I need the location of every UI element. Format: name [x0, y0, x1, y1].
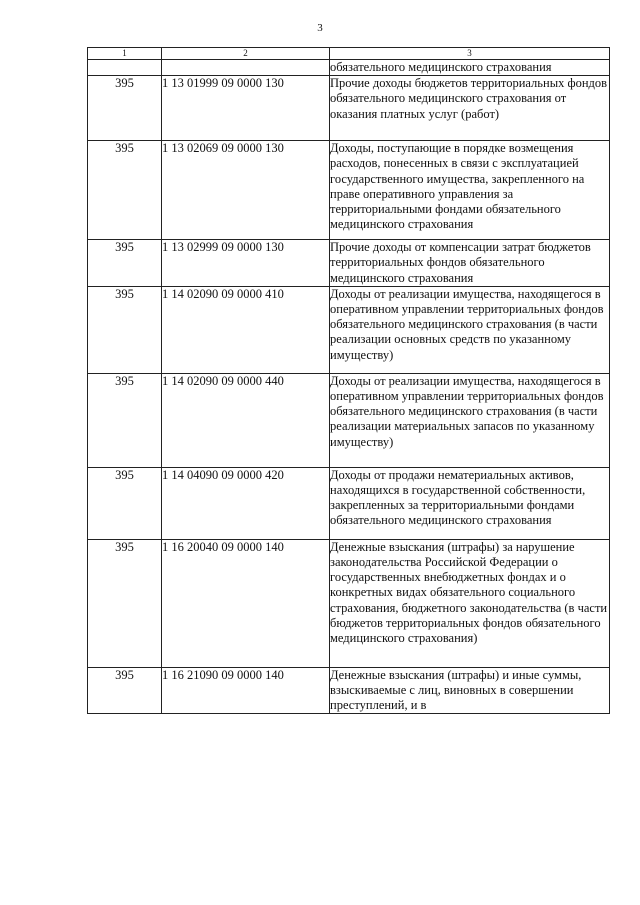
description-cell: обязательного медицинского страхования	[330, 60, 610, 76]
table-row-continuation	[88, 60, 610, 76]
description-cell: Денежные взыскания (штрафы) и иные суммы, взыскиваемые с лиц, виновных в совершении преступлений, и в	[330, 667, 610, 714]
table-row	[88, 76, 610, 141]
admin-code-cell	[88, 60, 162, 76]
description-cell: Прочие доходы бюджетов территориальных фондов обязательного медицинского страхования от оказания платных услуг (работ)	[330, 76, 610, 141]
column-header-3: 3	[330, 48, 610, 60]
admin-code-cell: 395	[88, 467, 162, 539]
admin-code-cell: 395	[88, 539, 162, 667]
page-number: 3	[317, 22, 323, 34]
admin-code-cell: 395	[88, 286, 162, 373]
table-row	[88, 141, 610, 240]
table-row	[88, 667, 610, 714]
description-cell: Прочие доходы от компенсации затрат бюджетов территориальных фондов обязательного медицинского страхования	[330, 240, 610, 287]
table-row	[88, 373, 610, 467]
column-header-2: 2	[162, 48, 330, 60]
budget-code-cell: 1 14 02090 09 0000 410	[162, 286, 330, 373]
budget-code-cell: 1 13 01999 09 0000 130	[162, 76, 330, 141]
description-cell: Доходы, поступающие в порядке возмещения расходов, понесенных в связи с эксплуатацией государственного имущества, закрепленного на праве оперативного управления за территориальными фондами обязательного медицинского страхования	[330, 141, 610, 240]
table-row	[88, 539, 610, 667]
budget-code-cell: 1 16 20040 09 0000 140	[162, 539, 330, 667]
table-header-row	[88, 48, 610, 60]
table-row	[88, 240, 610, 287]
admin-code-cell: 395	[88, 141, 162, 240]
description-cell: Доходы от реализации имущества, находящегося в оперативном управлении территориальных фондов обязательного медицинского страхования (в части реализации основных средств по указанному имуществу)	[330, 286, 610, 373]
budget-code-cell: 1 14 02090 09 0000 440	[162, 373, 330, 467]
admin-code-cell: 395	[88, 240, 162, 287]
budget-code-cell: 1 13 02069 09 0000 130	[162, 141, 330, 240]
description-cell: Доходы от продажи нематериальных активов, находящихся в государственной собственности, закрепленных за территориальными фондами обязательного медицинского страхования	[330, 467, 610, 539]
budget-code-cell: 1 14 04090 09 0000 420	[162, 467, 330, 539]
column-header-1: 1	[88, 48, 162, 60]
budget-code-cell: 1 13 02999 09 0000 130	[162, 240, 330, 287]
description-cell: Денежные взыскания (штрафы) за нарушение законодательства Российской Федерации о государственных внебюджетных фондах и о конкретных видах обязательного социального страхования, бюджетного законодательства (в части бюджетов территориальных фондов обязательного медицинского страхования)	[330, 539, 610, 667]
table-row	[88, 286, 610, 373]
budget-code-cell	[162, 60, 330, 76]
admin-code-cell: 395	[88, 373, 162, 467]
table-row	[88, 467, 610, 539]
revenue-classification-table	[87, 47, 610, 714]
admin-code-cell: 395	[88, 76, 162, 141]
description-cell: Доходы от реализации имущества, находящегося в оперативном управлении территориальных фондов обязательного медицинского страхования (в части реализации материальных запасов по указанному имуществу)	[330, 373, 610, 467]
admin-code-cell: 395	[88, 667, 162, 714]
budget-code-cell: 1 16 21090 09 0000 140	[162, 667, 330, 714]
